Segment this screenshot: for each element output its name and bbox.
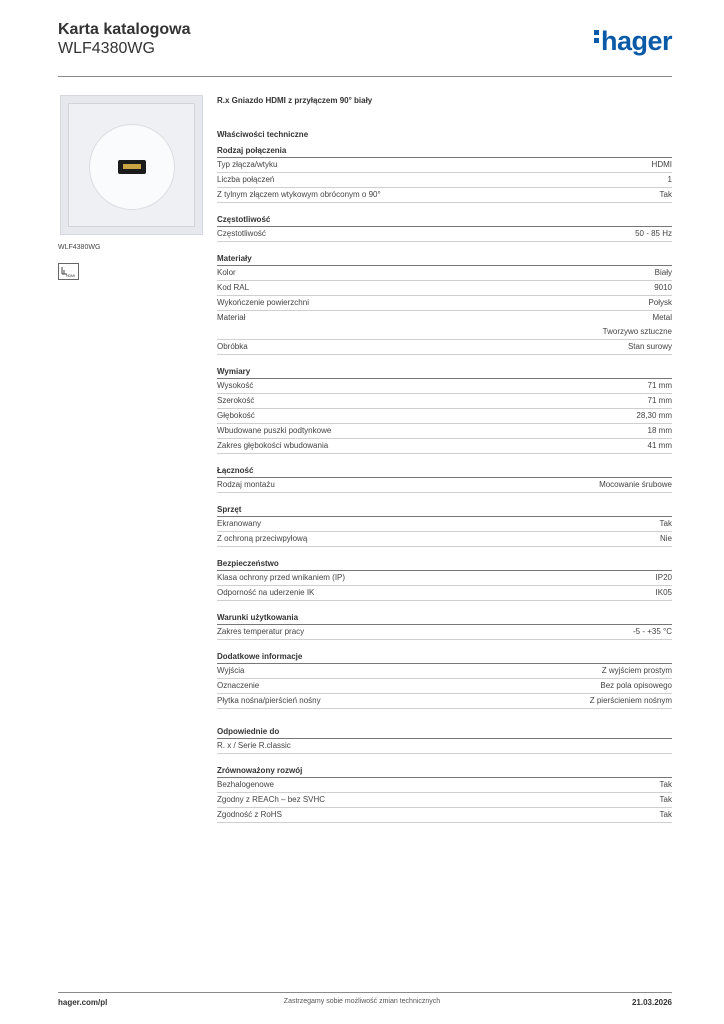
spec-value-line: 18 mm <box>647 426 672 435</box>
product-image <box>60 95 203 235</box>
spec-row <box>217 664 672 679</box>
spec-value-line: IK05 <box>655 588 672 597</box>
spec-row <box>217 424 672 439</box>
spec-row <box>217 439 672 454</box>
spec-row <box>217 340 672 355</box>
spec-row <box>217 311 672 340</box>
spec-label: Z ochroną przeciwpyłową <box>217 534 308 543</box>
spec-value <box>648 379 672 393</box>
spec-value <box>602 664 672 678</box>
section-title: Częstotliwość <box>217 213 672 227</box>
spec-value <box>648 394 672 408</box>
spec-label: Zgodność z RoHS <box>217 810 282 819</box>
spec-label: Odporność na uderzenie IK <box>217 588 315 597</box>
section-title: Bezpieczeństwo <box>217 557 672 571</box>
compatible-section <box>217 725 672 754</box>
spec-value-line: Tak <box>659 795 672 804</box>
spec-label: Głębokość <box>217 411 255 420</box>
spec-value-line: Stan surowy <box>627 342 672 351</box>
spec-value <box>648 296 672 310</box>
spec-label: Szerokość <box>217 396 255 405</box>
product-name: R.x Gniazdo HDMI z przyłączem 90° biały <box>217 96 373 105</box>
spec-value <box>603 311 672 339</box>
tech-heading: Właściwości techniczne <box>217 130 309 139</box>
spec-value <box>660 793 672 807</box>
spec-value-line: Tak <box>659 190 672 199</box>
socket-insert <box>90 125 174 209</box>
spec-value-line: 1 <box>667 175 672 184</box>
spec-row <box>217 409 672 424</box>
spec-value <box>660 778 672 792</box>
section-title: Materiały <box>217 252 672 266</box>
spec-label: Wykończenie powierzchni <box>217 298 309 307</box>
spec-row <box>217 517 672 532</box>
spec-row <box>217 679 672 694</box>
spec-value <box>633 625 672 639</box>
spec-row <box>217 532 672 547</box>
spec-value <box>648 424 672 438</box>
spec-value <box>628 340 672 354</box>
cover-plate <box>68 103 195 227</box>
section-title: Warunki użytkowania <box>217 611 672 625</box>
spec-value <box>660 808 672 822</box>
spec-label: R. x / Serie R.classic <box>217 741 291 750</box>
spec-value-line: Z wyjściem prostym <box>601 666 672 675</box>
spec-row <box>217 281 672 296</box>
spec-label: Zakres temperatur pracy <box>217 627 305 636</box>
spec-row <box>217 266 672 281</box>
spec-value-line: Połysk <box>648 298 672 307</box>
spec-row <box>217 394 672 409</box>
section-title: Zrównoważony rozwój <box>217 764 672 778</box>
section-title: Rodzaj połączenia <box>217 144 672 158</box>
spec-value-line: 50 - 85 Hz <box>635 229 672 238</box>
spec-row <box>217 188 672 203</box>
spec-value <box>635 227 672 241</box>
spec-row <box>217 296 672 311</box>
spec-label: Bezhalogenowe <box>217 780 274 789</box>
spec-value <box>655 266 672 280</box>
spec-row <box>217 586 672 601</box>
spec-value-line: HDMI <box>651 160 672 169</box>
footer-divider <box>58 992 672 993</box>
spec-value-line: Mocowanie śrubowe <box>599 480 672 489</box>
spec-label: Kolor <box>217 268 236 277</box>
spec-value-line: Tworzywo sztuczne <box>602 327 672 336</box>
spec-value <box>648 439 672 453</box>
sustainability-section <box>217 764 672 823</box>
section-title: Wymiary <box>217 365 672 379</box>
spec-label: Wysokość <box>217 381 254 390</box>
spec-label: Rodzaj montażu <box>217 480 275 489</box>
spec-label: Kod RAL <box>217 283 250 292</box>
spec-value <box>590 694 672 708</box>
spec-value <box>660 532 672 546</box>
logo-dots-icon <box>594 27 599 46</box>
spec-row <box>217 808 672 823</box>
spec-row <box>217 571 672 586</box>
spec-value <box>656 571 672 585</box>
spec-value <box>600 679 672 693</box>
spec-label: Oznaczenie <box>217 681 260 690</box>
spec-value-line: -5 - +35 °C <box>633 627 672 636</box>
section-title: Łączność <box>217 464 672 478</box>
spec-row <box>217 793 672 808</box>
spec-row <box>217 173 672 188</box>
spec-value-line: Metal <box>652 313 672 322</box>
spec-value-line: Bez pola opisowego <box>600 681 672 690</box>
spec-value <box>660 517 672 531</box>
spec-value-line: 71 mm <box>647 381 672 390</box>
spec-value-line: IP20 <box>655 573 672 582</box>
spec-value-line: Z pierścieniem nośnym <box>589 696 672 705</box>
spec-row <box>217 625 672 640</box>
spec-row <box>217 478 672 493</box>
spec-value <box>599 478 672 492</box>
hdmi-port-icon <box>118 160 146 174</box>
footer-disclaimer: Zastrzegamy sobie możliwość zmian technicznych <box>283 998 441 1005</box>
spec-value-line: 71 mm <box>647 396 672 405</box>
spec-value-line: 28,30 mm <box>636 411 672 420</box>
spec-value <box>668 173 672 187</box>
hdmi-symbol-label: HDMI <box>66 274 75 278</box>
spec-value-line: 41 mm <box>647 441 672 450</box>
section-title: Sprzęt <box>217 503 672 517</box>
spec-label: Liczba połączeń <box>217 175 275 184</box>
spec-content <box>217 96 672 823</box>
footer-date: 21.03.2026 <box>631 998 672 1007</box>
spec-label: Wyjścia <box>217 666 245 675</box>
spec-sections <box>217 144 672 709</box>
spec-row <box>217 227 672 242</box>
header-divider <box>58 76 672 77</box>
spec-label: Wbudowane puszki podtynkowe <box>217 426 332 435</box>
spec-value <box>652 158 672 172</box>
spec-label: Płytka nośna/pierścień nośny <box>217 696 321 705</box>
spec-value-line: Nie <box>659 534 672 543</box>
spec-row <box>217 158 672 173</box>
section-title: Odpowiednie do <box>217 725 672 739</box>
spec-value <box>654 281 672 295</box>
footer-website-link[interactable]: hager.com/pl <box>58 998 108 1007</box>
spec-row <box>217 739 672 754</box>
spec-value-line: Tak <box>659 810 672 819</box>
spec-value <box>636 409 672 423</box>
hager-logo[interactable] <box>594 26 672 57</box>
spec-label: Typ złącza/wtyku <box>217 160 278 169</box>
spec-label: Ekranowany <box>217 519 262 528</box>
spec-label: Zakres głębokości wbudowania <box>217 441 329 450</box>
logo-text: hager <box>600 26 672 56</box>
article-number: WLF4380WG <box>58 40 155 57</box>
spec-label: Z tylnym złączem wtykowym obróconym o 90° <box>217 190 381 199</box>
page-title: Karta katalogowa <box>58 21 191 38</box>
spec-value-line: Tak <box>659 780 672 789</box>
spec-row <box>217 778 672 793</box>
section-title: Dodatkowe informacje <box>217 650 672 664</box>
spec-value-line: Tak <box>659 519 672 528</box>
spec-label: Klasa ochrony przed wnikaniem (IP) <box>217 573 346 582</box>
spec-label: Częstotliwość <box>217 229 266 238</box>
image-caption: WLF4380WG <box>58 244 101 251</box>
spec-label: Zgodny z REACh – bez SVHC <box>217 795 326 804</box>
spec-label: Obróbka <box>217 342 248 351</box>
spec-value-line: 9010 <box>654 283 672 292</box>
spec-row <box>217 379 672 394</box>
hdmi-symbol-icon <box>58 263 79 280</box>
spec-value <box>660 188 672 202</box>
spec-value-line: Biały <box>654 268 672 277</box>
spec-row <box>217 694 672 709</box>
spec-value <box>656 586 672 600</box>
spec-label: Materiał <box>217 313 246 322</box>
